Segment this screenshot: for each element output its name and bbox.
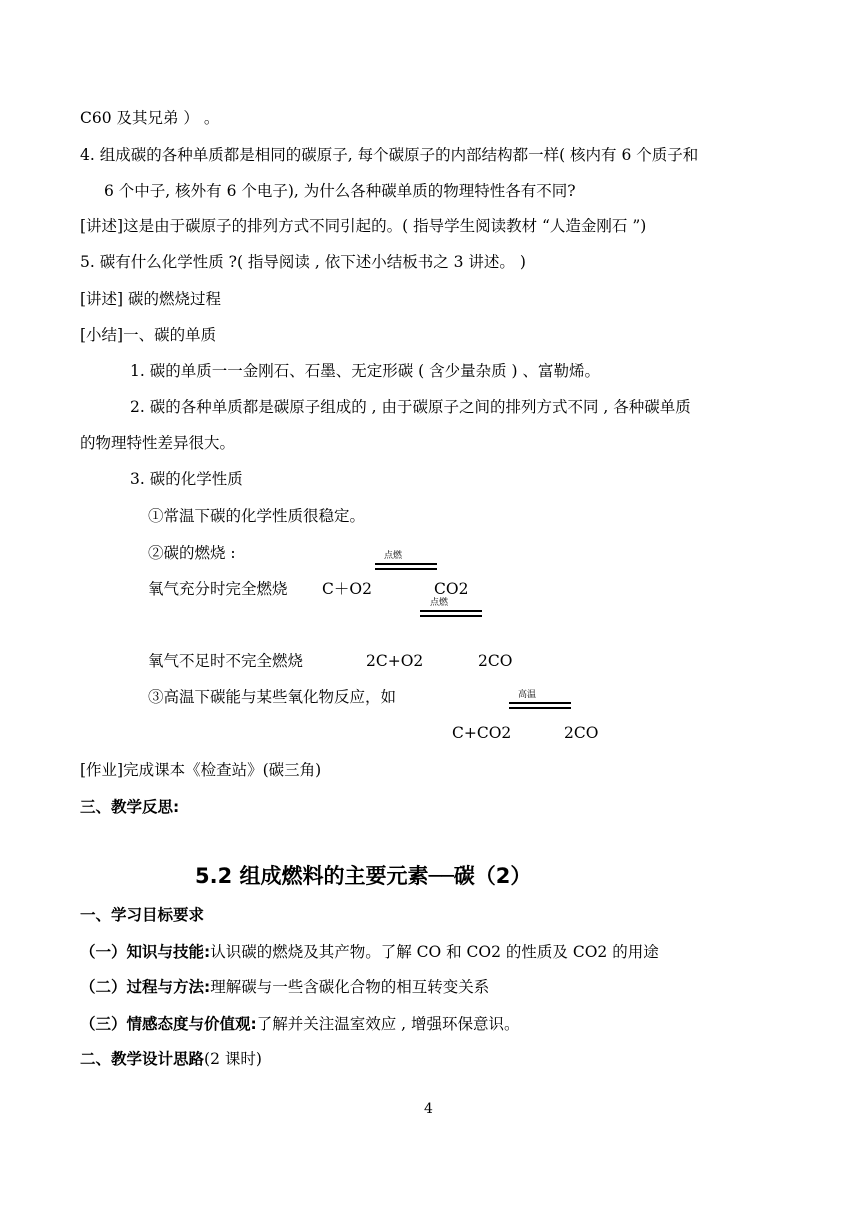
equals-sign xyxy=(509,707,571,709)
section-heading: 三、教学反思: xyxy=(80,798,180,816)
equation-reactants: C+CO2 xyxy=(452,724,512,742)
page-number: 4 xyxy=(424,1101,433,1117)
objective-text: 理解碳与一些含碳化合物的相互转变关系 xyxy=(210,978,490,996)
text-line: 氧气不足时不完全燃烧 xyxy=(148,652,304,670)
objective-label: （二）过程与方法: xyxy=(80,978,211,996)
equation-product: 2CO xyxy=(564,724,599,742)
reaction-condition: 点燃 xyxy=(430,598,449,608)
objective-label: （一）知识与技能: xyxy=(80,943,211,961)
objective-text: 了解并关注温室效应 , 增强环保意识。 xyxy=(256,1015,520,1033)
text-line: ②碳的燃烧 : xyxy=(148,544,236,562)
objective-line xyxy=(80,1014,520,1034)
equals-sign xyxy=(375,563,437,565)
equation-reactants: C＋O2 xyxy=(322,580,372,598)
equals-sign xyxy=(420,615,482,617)
text-line: ③高温下碳能与某些氧化物反应，如 xyxy=(148,688,397,706)
text-line: [作业]完成课本《检查站》(碳三角) xyxy=(80,761,322,779)
equals-sign xyxy=(420,610,482,612)
section-heading-line xyxy=(80,1049,262,1069)
text-line: [讲述] 碳的燃烧过程 xyxy=(80,290,222,308)
page-title: 5.2 组成燃料的主要元素──碳（2） xyxy=(195,864,532,888)
text-line: [讲述]这是由于碳原子的排列方式不同引起的。( 指导学生阅读教材 “人造金刚石 ”) xyxy=(80,217,647,235)
reaction-condition: 点燃 xyxy=(384,551,403,561)
equation-reactants: 2C+O2 xyxy=(366,652,424,670)
text-line: 3. 碳的化学性质 xyxy=(130,470,243,488)
equation-product: CO2 xyxy=(434,580,469,598)
text-line: 4. 组成碳的各种单质都是相同的碳原子, 每个碳原子的内部结构都一样( 核内有 6 个质子和 xyxy=(80,146,699,164)
objective-line xyxy=(80,942,659,962)
text-line: 2. 碳的各种单质都是碳原子组成的 , 由于碳原子之间的排列方式不同 , 各种碳单质 xyxy=(130,398,691,416)
reaction-condition: 高温 xyxy=(518,690,537,700)
text-line: ①常温下碳的化学性质很稳定。 xyxy=(148,507,366,525)
text-line: 5. 碳有什么化学性质 ?( 指导阅读 , 依下述小结板书之 3 讲述。 ) xyxy=(80,253,526,271)
text-line: 6 个中子, 核外有 6 个电子), 为什么各种碳单质的物理特性各有不同? xyxy=(104,182,576,200)
objective-label: （三）情感态度与价值观: xyxy=(80,1015,257,1033)
text-line: [小结]一、碳的单质 xyxy=(80,326,217,344)
text-line: 1. 碳的单质一一金刚石、石墨、无定形碳 ( 含少量杂质 ) 、富勒烯。 xyxy=(130,362,601,380)
equals-sign xyxy=(375,568,437,570)
section-heading: 二、教学设计思路 xyxy=(80,1050,205,1068)
text-line: 氧气充分时完全燃烧 xyxy=(148,580,288,598)
equals-sign xyxy=(509,702,571,704)
objective-text: 认识碳的燃烧及其产物。了解 CO 和 CO2 的性质及 CO2 的用途 xyxy=(210,943,659,961)
equation-product: 2CO xyxy=(478,652,513,670)
section-heading: 一、学习目标要求 xyxy=(80,906,205,924)
text-line: C60 及其兄弟 ） 。 xyxy=(80,109,220,127)
text-line: 的物理特性差异很大。 xyxy=(80,434,236,452)
objective-line xyxy=(80,977,489,997)
section-note: (2 课时) xyxy=(204,1050,262,1068)
